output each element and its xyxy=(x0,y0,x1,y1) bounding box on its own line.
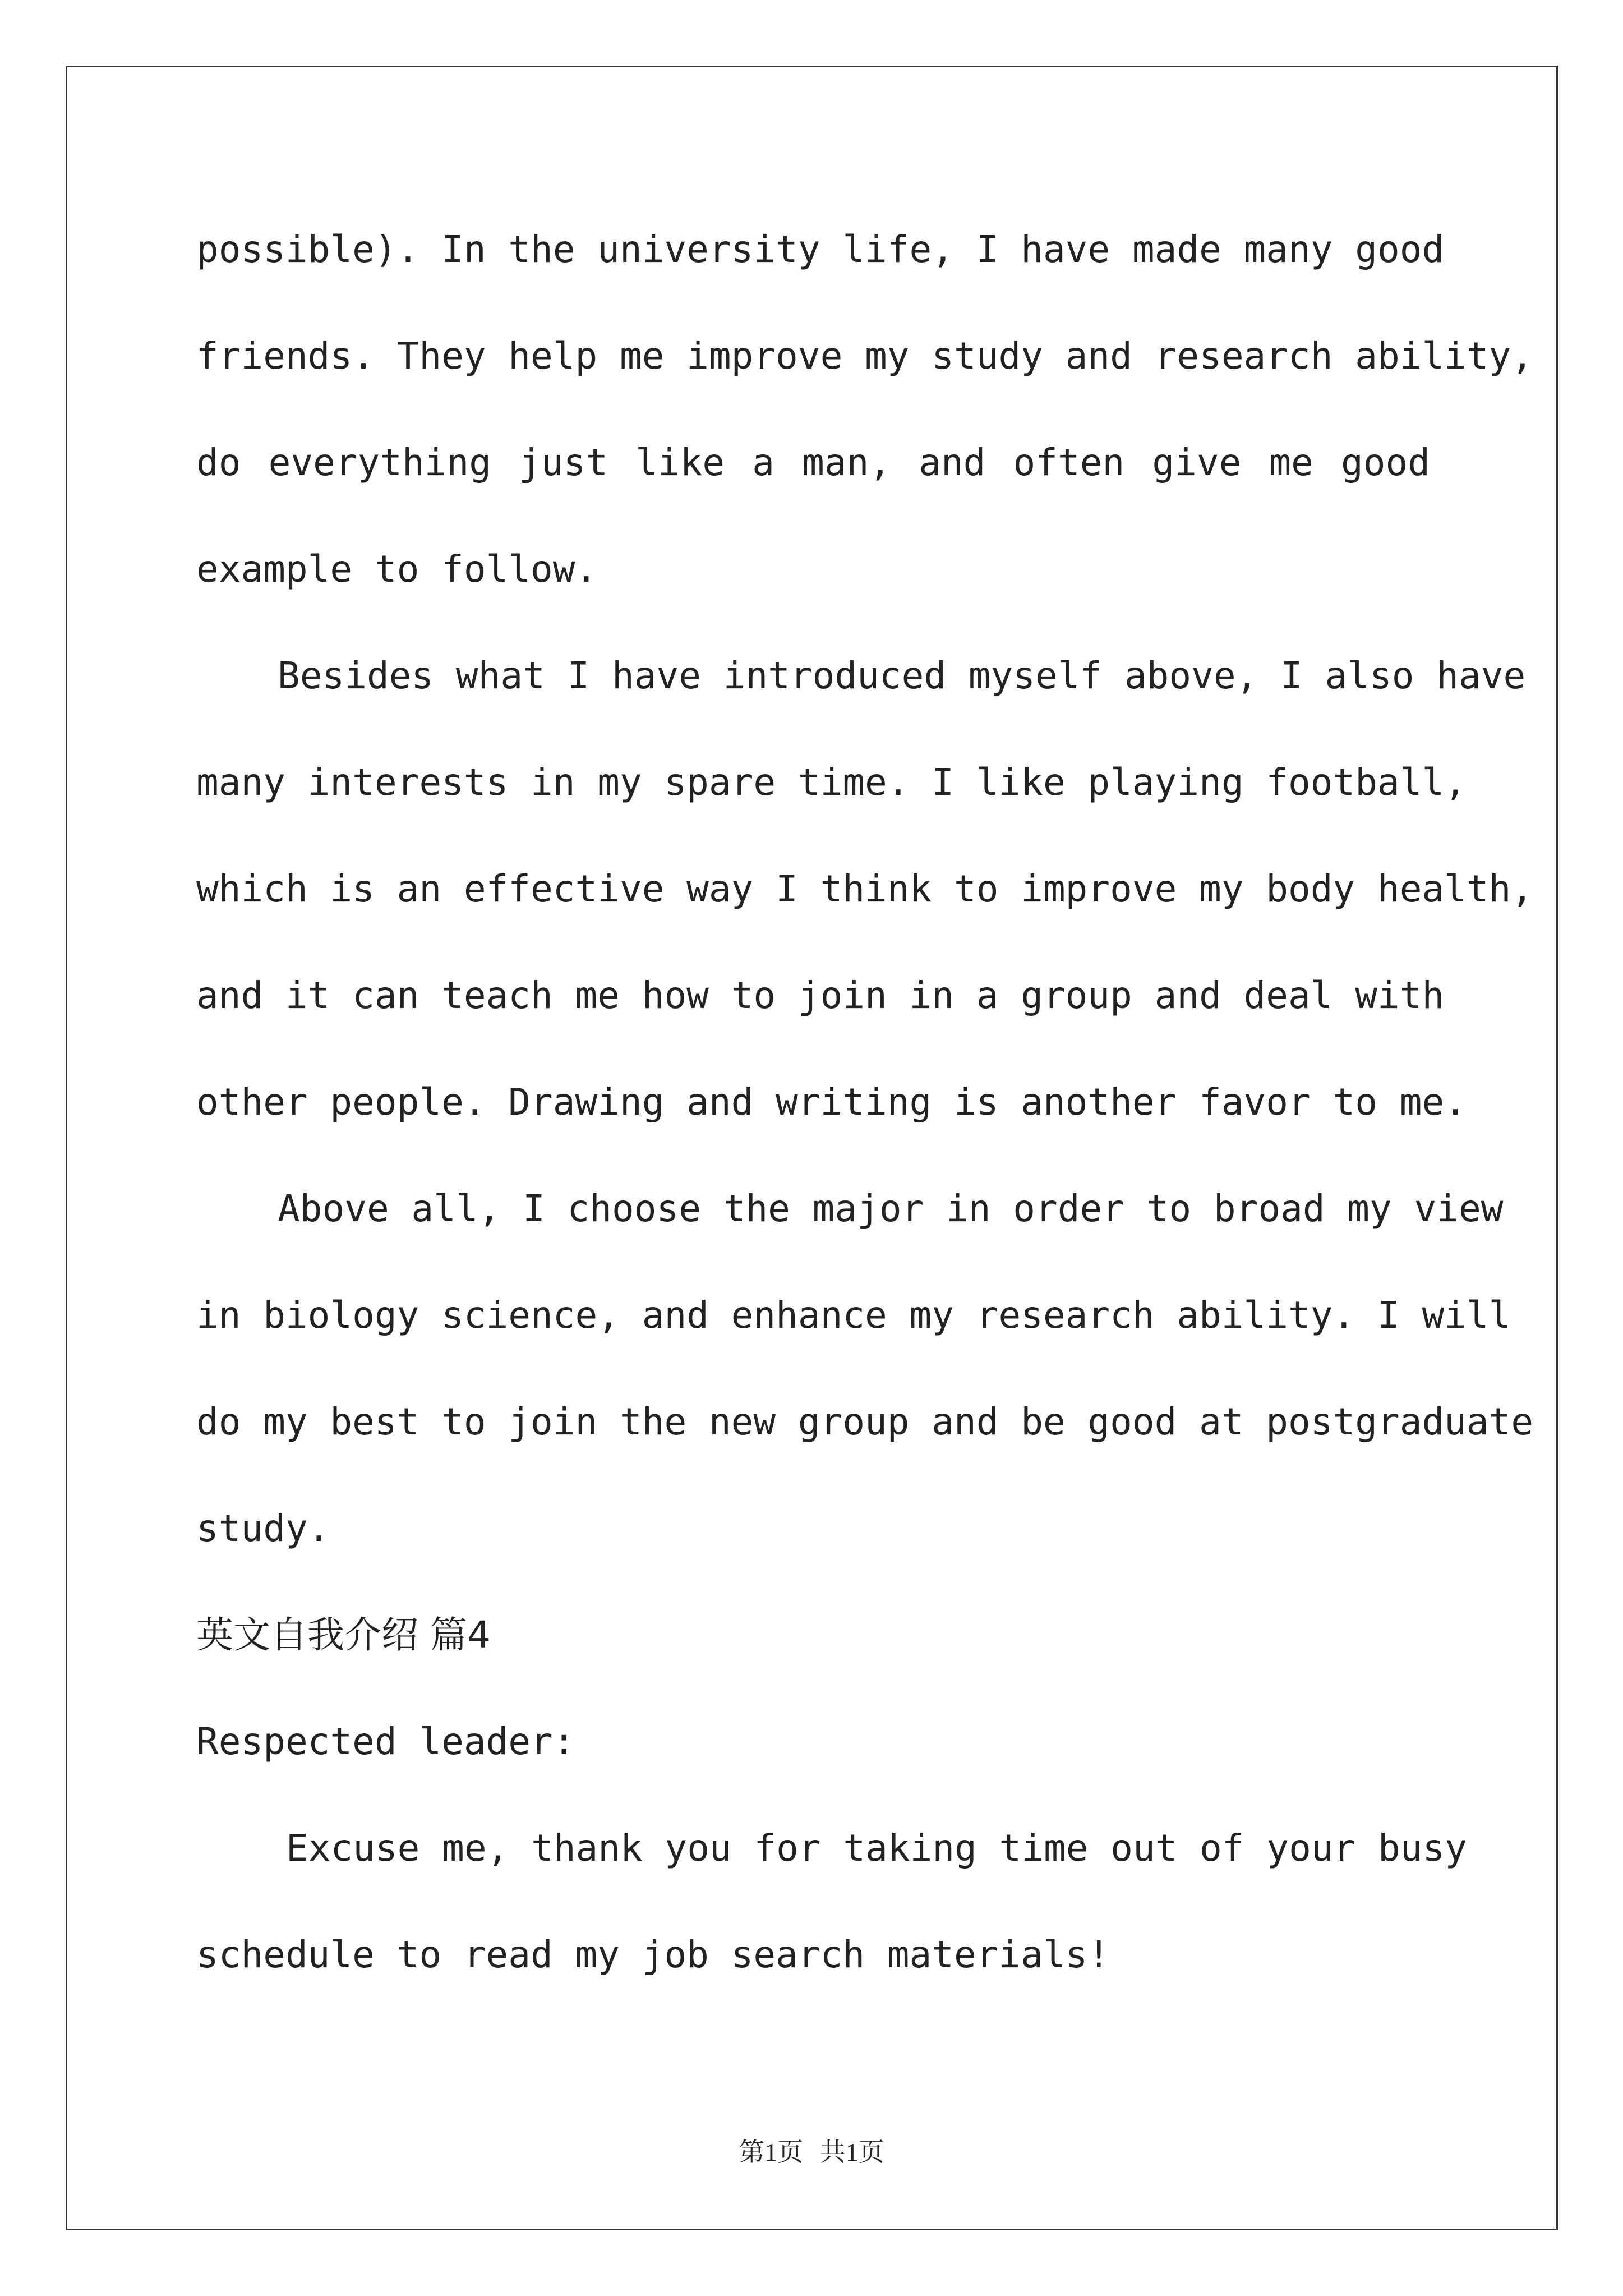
paragraph-start-line: Excuse me, thank you for taking time out of your busy xyxy=(286,1826,1467,1870)
text-line: in biology science, and enhance my research ability. I will xyxy=(196,1294,1511,1337)
text-line: many interests in my spare time. I like playing football, xyxy=(196,761,1467,804)
text-line: other people. Drawing and writing is another favor to me. xyxy=(196,1080,1467,1124)
text-line: do everything just like a man, and often give me good xyxy=(196,441,1430,484)
text-line: do my best to join the new group and be good at postgraduate xyxy=(196,1400,1534,1443)
text-line: friends. They help me improve my study and research ability, xyxy=(196,334,1534,378)
text-line: study. xyxy=(196,1507,330,1550)
text-line: and it can teach me how to join in a group and deal with xyxy=(196,974,1445,1017)
salutation: Respected leader: xyxy=(196,1720,575,1763)
text-line: example to follow. xyxy=(196,547,598,591)
paragraph-start-line: Besides what I have introduced myself above, I also have xyxy=(278,654,1526,697)
paragraph-start-line: Above all, I choose the major in order to broad my view xyxy=(278,1187,1504,1230)
page-number-footer: 第1页 共1页 xyxy=(739,2138,884,2166)
text-line: which is an effective way I think to improve my body health, xyxy=(196,867,1534,910)
page-border xyxy=(66,66,1558,2230)
text-line: schedule to read my job search materials! xyxy=(196,1933,1110,1976)
text-line: possible). In the university life, I have made many good xyxy=(196,228,1445,271)
section-heading: 英文自我介绍 篇4 xyxy=(196,1613,491,1657)
